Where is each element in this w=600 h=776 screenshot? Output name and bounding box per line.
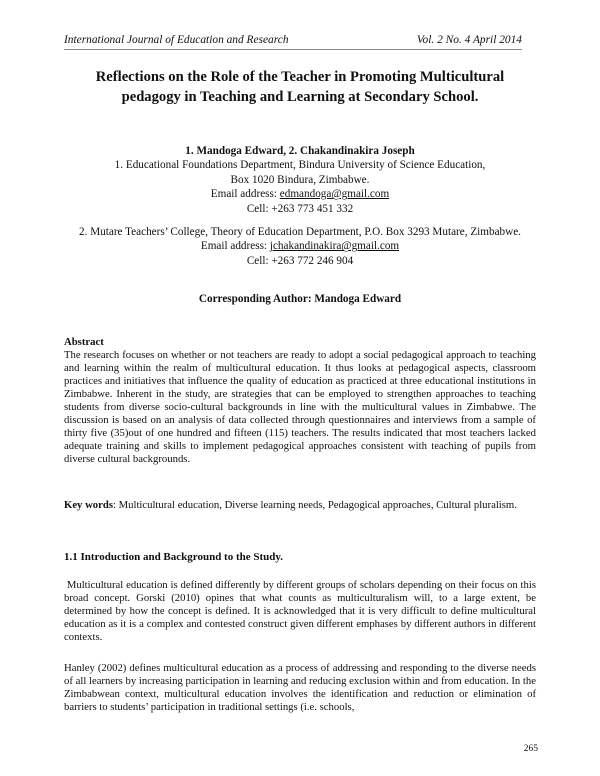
cell-2: Cell: +263 772 246 904 <box>246 254 354 267</box>
cell-1: Cell: +263 773 451 332 <box>246 202 354 215</box>
intro-paragraph-1-text: Multicultural education is defined differently by different groups of scholars depending on their focus on this broad concept. Gorski (2010) opines that what counts as multiculturalism will, to a large extent, be determined by how the concept is defined. It is acknowledged that it is very difficult to define multicultural education as it is a complex and contested construct given different emphases by different authors in different contexts. <box>64 579 537 643</box>
email-2-row <box>40 239 560 253</box>
email-1-label: Email address: <box>210 188 280 201</box>
author-names: 1. Mandoga Edward, 2. Chakandinakira Joseph <box>185 145 415 157</box>
email-1-link[interactable]: edmandoga@gmail.com <box>279 188 390 201</box>
affiliation-2: 2. Mutare Teachers’ College, Theory of Education Department, P.O. Box 3293 Mutare, Zimbabwe. <box>79 226 521 238</box>
keywords-label: Key words <box>64 499 113 511</box>
page-number: 265 <box>523 744 538 754</box>
affiliation-2-block <box>40 225 560 268</box>
running-header <box>64 34 522 50</box>
journal-name: International Journal of Education and Research <box>64 34 289 46</box>
paper-title <box>62 67 538 107</box>
title-line-2: pedagogy in Teaching and Learning at Secondary School. <box>121 89 479 105</box>
affiliation-1-line-1: 1. Educational Foundations Department, Bindura University of Science Education, <box>114 159 486 172</box>
abstract-section <box>64 336 536 466</box>
affiliation-1-line-2: Box 1020 Bindura, Zimbabwe. <box>230 173 370 186</box>
email-1-row <box>40 187 560 201</box>
title-line-1: Reflections on the Role of the Teacher in Promoting Multicultural <box>95 69 505 85</box>
keywords-text: : Multicultural education, Diverse learning needs, Pedagogical approaches, Cultural pluralism. <box>112 499 517 511</box>
email-2-label: Email address: <box>200 240 270 253</box>
author-block <box>40 144 560 216</box>
email-2-link[interactable]: jchakandinakira@gmail.com <box>269 240 400 253</box>
intro-heading: 1.1 Introduction and Background to the Study. <box>64 551 284 563</box>
issue-info: Vol. 2 No. 4 April 2014 <box>416 34 522 46</box>
abstract-text: The research focuses on whether or not teachers are ready to adopt a social pedagogical approach to teaching and learning within the realm of multicultural education. It thus looks at pedagogical aspects, classroom practices and initiatives that influence the quality of education as practiced at three educational institutions in Zimbabwe. Inherent in the study, are strategies that can be employed to strengthen approaches to teaching students from diverse socio-cultural backgrounds in line with the multicultural values in Zimbabwe. The discussion is based on an analysis of data collected through questionnaires and interviews from a sample of thirty five (35)out of one hundred and fifteen (115) teachers. The results indicated that most teachers lacked adequate training and skills to implement pedagogical approaches consistent with teaching of pupils from diverse cultural backgrounds. <box>64 349 536 465</box>
intro-paragraph-1 <box>64 579 536 644</box>
corresponding-author: Corresponding Author: Mandoga Edward <box>198 293 402 305</box>
intro-paragraph-2: Hanley (2002) defines multicultural education as a process of addressing and responding to the diverse needs of all learners by increasing participation in learning and reducing exclusion within and from education. In the Zimbabwean context, multicultural education involves the identification and reduction or elimination of barriers to students’ participation in traditional settings (i.e. schools, <box>64 662 536 713</box>
abstract-heading: Abstract <box>64 336 104 348</box>
keywords-section <box>64 499 536 512</box>
